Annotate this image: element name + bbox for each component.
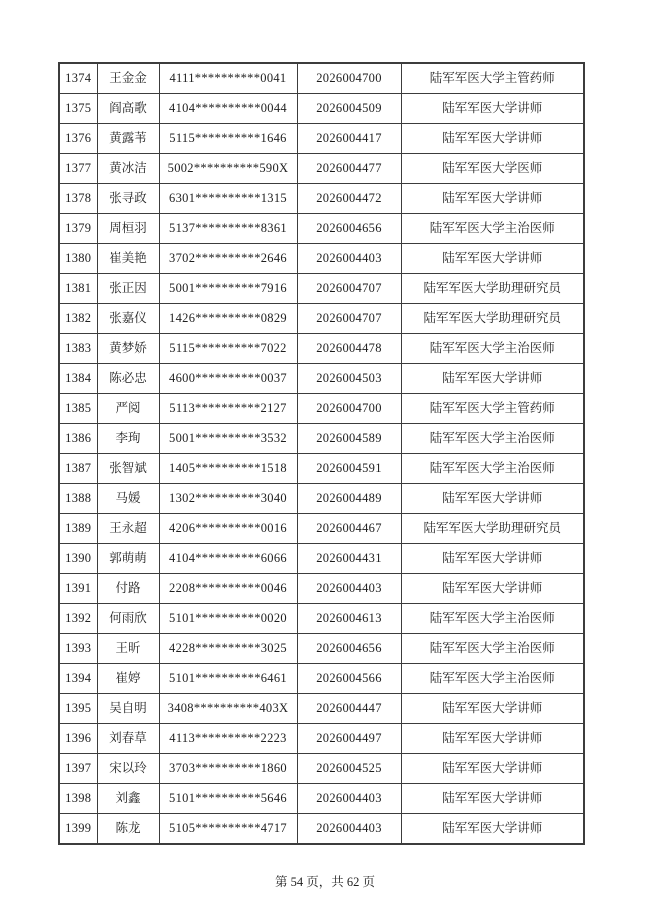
masked-id-cell: 3408**********403X: [159, 694, 297, 724]
job-title-cell: 陆军军医大学讲师: [401, 694, 584, 724]
table-row: [59, 634, 584, 664]
masked-id-cell: 5001**********7916: [159, 274, 297, 304]
row-number-cell: 1380: [59, 244, 97, 274]
job-title-cell: 陆军军医大学讲师: [401, 754, 584, 784]
table-row: [59, 424, 584, 454]
name-cell: 周桓羽: [97, 214, 159, 244]
masked-id-cell: 5115**********1646: [159, 124, 297, 154]
name-cell: 张智斌: [97, 454, 159, 484]
row-number-cell: 1377: [59, 154, 97, 184]
table-row: [59, 484, 584, 514]
exam-code-cell: 2026004472: [297, 184, 401, 214]
table-row: [59, 784, 584, 814]
row-number-cell: 1390: [59, 544, 97, 574]
name-cell: 吴自明: [97, 694, 159, 724]
row-number-cell: 1378: [59, 184, 97, 214]
masked-id-cell: 5101**********5646: [159, 784, 297, 814]
masked-id-cell: 5101**********6461: [159, 664, 297, 694]
job-title-cell: 陆军军医大学讲师: [401, 364, 584, 394]
table-row: [59, 814, 584, 845]
job-title-cell: 陆军军医大学主治医师: [401, 424, 584, 454]
job-title-cell: 陆军军医大学讲师: [401, 484, 584, 514]
job-title-cell: 陆军军医大学讲师: [401, 94, 584, 124]
row-number-cell: 1382: [59, 304, 97, 334]
row-number-cell: 1376: [59, 124, 97, 154]
name-cell: 陈必忠: [97, 364, 159, 394]
exam-code-cell: 2026004447: [297, 694, 401, 724]
exam-code-cell: 2026004403: [297, 574, 401, 604]
name-cell: 黄露苇: [97, 124, 159, 154]
row-number-cell: 1384: [59, 364, 97, 394]
masked-id-cell: 6301**********1315: [159, 184, 297, 214]
exam-code-cell: 2026004700: [297, 394, 401, 424]
row-number-cell: 1389: [59, 514, 97, 544]
exam-code-cell: 2026004417: [297, 124, 401, 154]
table-row: [59, 454, 584, 484]
name-cell: 王昕: [97, 634, 159, 664]
name-cell: 何雨欣: [97, 604, 159, 634]
masked-id-cell: 3703**********1860: [159, 754, 297, 784]
job-title-cell: 陆军军医大学助理研究员: [401, 274, 584, 304]
name-cell: 刘春草: [97, 724, 159, 754]
name-cell: 李珣: [97, 424, 159, 454]
exam-code-cell: 2026004403: [297, 244, 401, 274]
table-row: [59, 94, 584, 124]
name-cell: 张正因: [97, 274, 159, 304]
job-title-cell: 陆军军医大学主管药师: [401, 63, 584, 94]
job-title-cell: 陆军军医大学讲师: [401, 184, 584, 214]
masked-id-cell: 5101**********0020: [159, 604, 297, 634]
exam-code-cell: 2026004503: [297, 364, 401, 394]
exam-code-cell: 2026004403: [297, 784, 401, 814]
row-number-cell: 1379: [59, 214, 97, 244]
job-title-cell: 陆军军医大学主管药师: [401, 394, 584, 424]
exam-code-cell: 2026004478: [297, 334, 401, 364]
table-row: [59, 694, 584, 724]
row-number-cell: 1395: [59, 694, 97, 724]
job-title-cell: 陆军军医大学讲师: [401, 574, 584, 604]
exam-code-cell: 2026004656: [297, 214, 401, 244]
name-cell: 郭萌萌: [97, 544, 159, 574]
table-row: [59, 334, 584, 364]
exam-code-cell: 2026004707: [297, 304, 401, 334]
exam-code-cell: 2026004477: [297, 154, 401, 184]
job-title-cell: 陆军军医大学主治医师: [401, 634, 584, 664]
name-cell: 张寻政: [97, 184, 159, 214]
exam-code-cell: 2026004589: [297, 424, 401, 454]
name-cell: 陈龙: [97, 814, 159, 845]
name-cell: 马媛: [97, 484, 159, 514]
personnel-roster-table: [58, 62, 585, 845]
table-row: [59, 364, 584, 394]
name-cell: 黄冰洁: [97, 154, 159, 184]
exam-code-cell: 2026004467: [297, 514, 401, 544]
name-cell: 崔美艳: [97, 244, 159, 274]
name-cell: 刘鑫: [97, 784, 159, 814]
row-number-cell: 1394: [59, 664, 97, 694]
job-title-cell: 陆军军医大学助理研究员: [401, 514, 584, 544]
job-title-cell: 陆军军医大学讲师: [401, 124, 584, 154]
masked-id-cell: 4104**********6066: [159, 544, 297, 574]
job-title-cell: 陆军军医大学主治医师: [401, 664, 584, 694]
row-number-cell: 1375: [59, 94, 97, 124]
name-cell: 崔婷: [97, 664, 159, 694]
table-row: [59, 574, 584, 604]
exam-code-cell: 2026004403: [297, 814, 401, 845]
job-title-cell: 陆军军医大学讲师: [401, 814, 584, 845]
table-row: [59, 124, 584, 154]
table-row: [59, 544, 584, 574]
row-number-cell: 1388: [59, 484, 97, 514]
exam-code-cell: 2026004707: [297, 274, 401, 304]
job-title-cell: 陆军军医大学助理研究员: [401, 304, 584, 334]
exam-code-cell: 2026004566: [297, 664, 401, 694]
table-row: [59, 214, 584, 244]
exam-code-cell: 2026004525: [297, 754, 401, 784]
exam-code-cell: 2026004591: [297, 454, 401, 484]
exam-code-cell: 2026004656: [297, 634, 401, 664]
masked-id-cell: 5105**********4717: [159, 814, 297, 845]
job-title-cell: 陆军军医大学主治医师: [401, 214, 584, 244]
masked-id-cell: 4104**********0044: [159, 94, 297, 124]
job-title-cell: 陆军军医大学讲师: [401, 784, 584, 814]
table-row: [59, 304, 584, 334]
table-row: [59, 754, 584, 784]
job-title-cell: 陆军军医大学讲师: [401, 544, 584, 574]
row-number-cell: 1397: [59, 754, 97, 784]
row-number-cell: 1391: [59, 574, 97, 604]
row-number-cell: 1393: [59, 634, 97, 664]
table-row: [59, 394, 584, 424]
table-row: [59, 274, 584, 304]
job-title-cell: 陆军军医大学讲师: [401, 244, 584, 274]
name-cell: 宋以玲: [97, 754, 159, 784]
page-indicator: 第 54 页，共 62 页: [274, 875, 375, 889]
row-number-cell: 1383: [59, 334, 97, 364]
masked-id-cell: 2208**********0046: [159, 574, 297, 604]
masked-id-cell: 3702**********2646: [159, 244, 297, 274]
exam-code-cell: 2026004613: [297, 604, 401, 634]
name-cell: 黄梦娇: [97, 334, 159, 364]
row-number-cell: 1387: [59, 454, 97, 484]
name-cell: 王金金: [97, 63, 159, 94]
exam-code-cell: 2026004489: [297, 484, 401, 514]
masked-id-cell: 1426**********0829: [159, 304, 297, 334]
row-number-cell: 1398: [59, 784, 97, 814]
table-row: [59, 664, 584, 694]
exam-code-cell: 2026004431: [297, 544, 401, 574]
row-number-cell: 1386: [59, 424, 97, 454]
masked-id-cell: 4206**********0016: [159, 514, 297, 544]
exam-code-cell: 2026004509: [297, 94, 401, 124]
name-cell: 付路: [97, 574, 159, 604]
table-row: [59, 514, 584, 544]
table-row: [59, 244, 584, 274]
table-row: [59, 154, 584, 184]
job-title-cell: 陆军军医大学主治医师: [401, 334, 584, 364]
masked-id-cell: 5001**********3532: [159, 424, 297, 454]
row-number-cell: 1396: [59, 724, 97, 754]
masked-id-cell: 4228**********3025: [159, 634, 297, 664]
job-title-cell: 陆军军医大学医师: [401, 154, 584, 184]
table-row: [59, 184, 584, 214]
table-row: [59, 724, 584, 754]
job-title-cell: 陆军军医大学主治医师: [401, 454, 584, 484]
exam-code-cell: 2026004700: [297, 63, 401, 94]
name-cell: 严阅: [97, 394, 159, 424]
name-cell: 张嘉仪: [97, 304, 159, 334]
name-cell: 阎高歌: [97, 94, 159, 124]
row-number-cell: 1392: [59, 604, 97, 634]
row-number-cell: 1399: [59, 814, 97, 845]
row-number-cell: 1385: [59, 394, 97, 424]
masked-id-cell: 4600**********0037: [159, 364, 297, 394]
masked-id-cell: 5113**********2127: [159, 394, 297, 424]
masked-id-cell: 5137**********8361: [159, 214, 297, 244]
masked-id-cell: 1302**********3040: [159, 484, 297, 514]
masked-id-cell: 4113**********2223: [159, 724, 297, 754]
row-number-cell: 1374: [59, 63, 97, 94]
masked-id-cell: 5115**********7022: [159, 334, 297, 364]
job-title-cell: 陆军军医大学讲师: [401, 724, 584, 754]
job-title-cell: 陆军军医大学主治医师: [401, 604, 584, 634]
masked-id-cell: 1405**********1518: [159, 454, 297, 484]
masked-id-cell: 4111**********0041: [159, 63, 297, 94]
exam-code-cell: 2026004497: [297, 724, 401, 754]
row-number-cell: 1381: [59, 274, 97, 304]
table-row: [59, 63, 584, 94]
name-cell: 王永超: [97, 514, 159, 544]
masked-id-cell: 5002**********590X: [159, 154, 297, 184]
table-row: [59, 604, 584, 634]
